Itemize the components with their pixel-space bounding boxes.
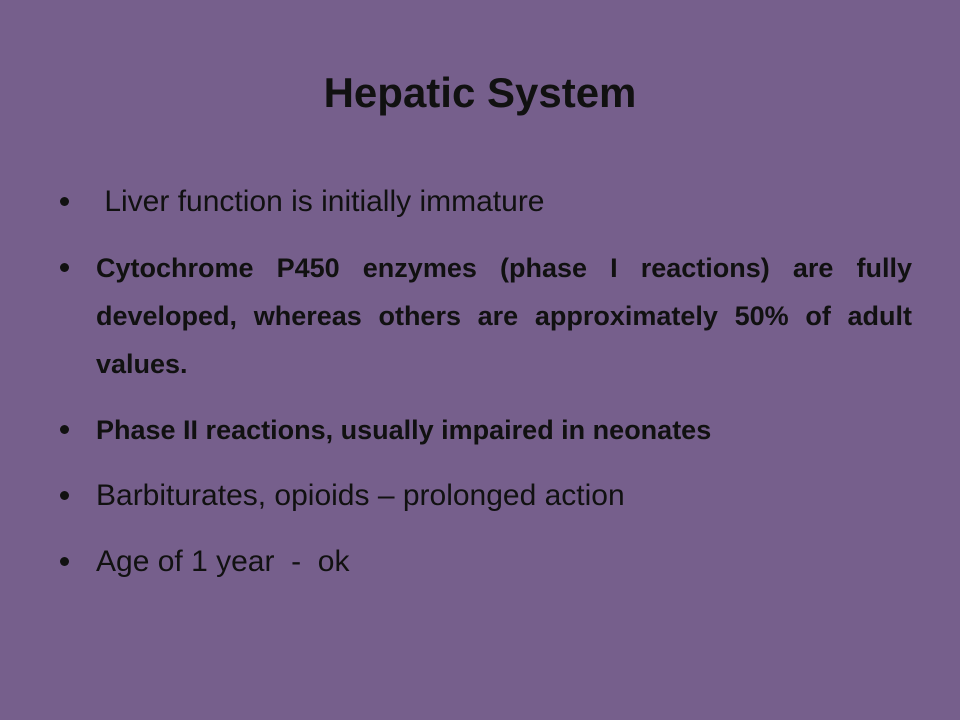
slide-title: Hepatic System <box>323 69 637 116</box>
bullet-text: Cytochrome P450 enzymes (phase I reactions) are fully developed, whereas others are approximately 50% of adult values. <box>96 253 912 379</box>
bullet-text: Barbiturates, opioids – prolonged action <box>96 479 625 512</box>
bullet-item <box>60 472 912 520</box>
bullet-text: Phase II reactions, usually impaired in neonates <box>96 415 712 445</box>
bullet-dot-icon <box>60 491 69 500</box>
bullet-item <box>60 538 912 586</box>
bullet-list <box>60 178 912 604</box>
bullet-dot-icon <box>60 425 69 434</box>
bullet-text: Liver function is initially immature <box>96 185 545 218</box>
bullet-item <box>60 244 912 388</box>
bullet-text: Age of 1 year - ok <box>96 545 350 578</box>
bullet-dot-icon <box>60 557 69 566</box>
bullet-item <box>60 178 912 226</box>
bullet-item <box>60 406 912 454</box>
bullet-dot-icon <box>60 197 69 206</box>
bullet-dot-icon <box>60 263 69 272</box>
